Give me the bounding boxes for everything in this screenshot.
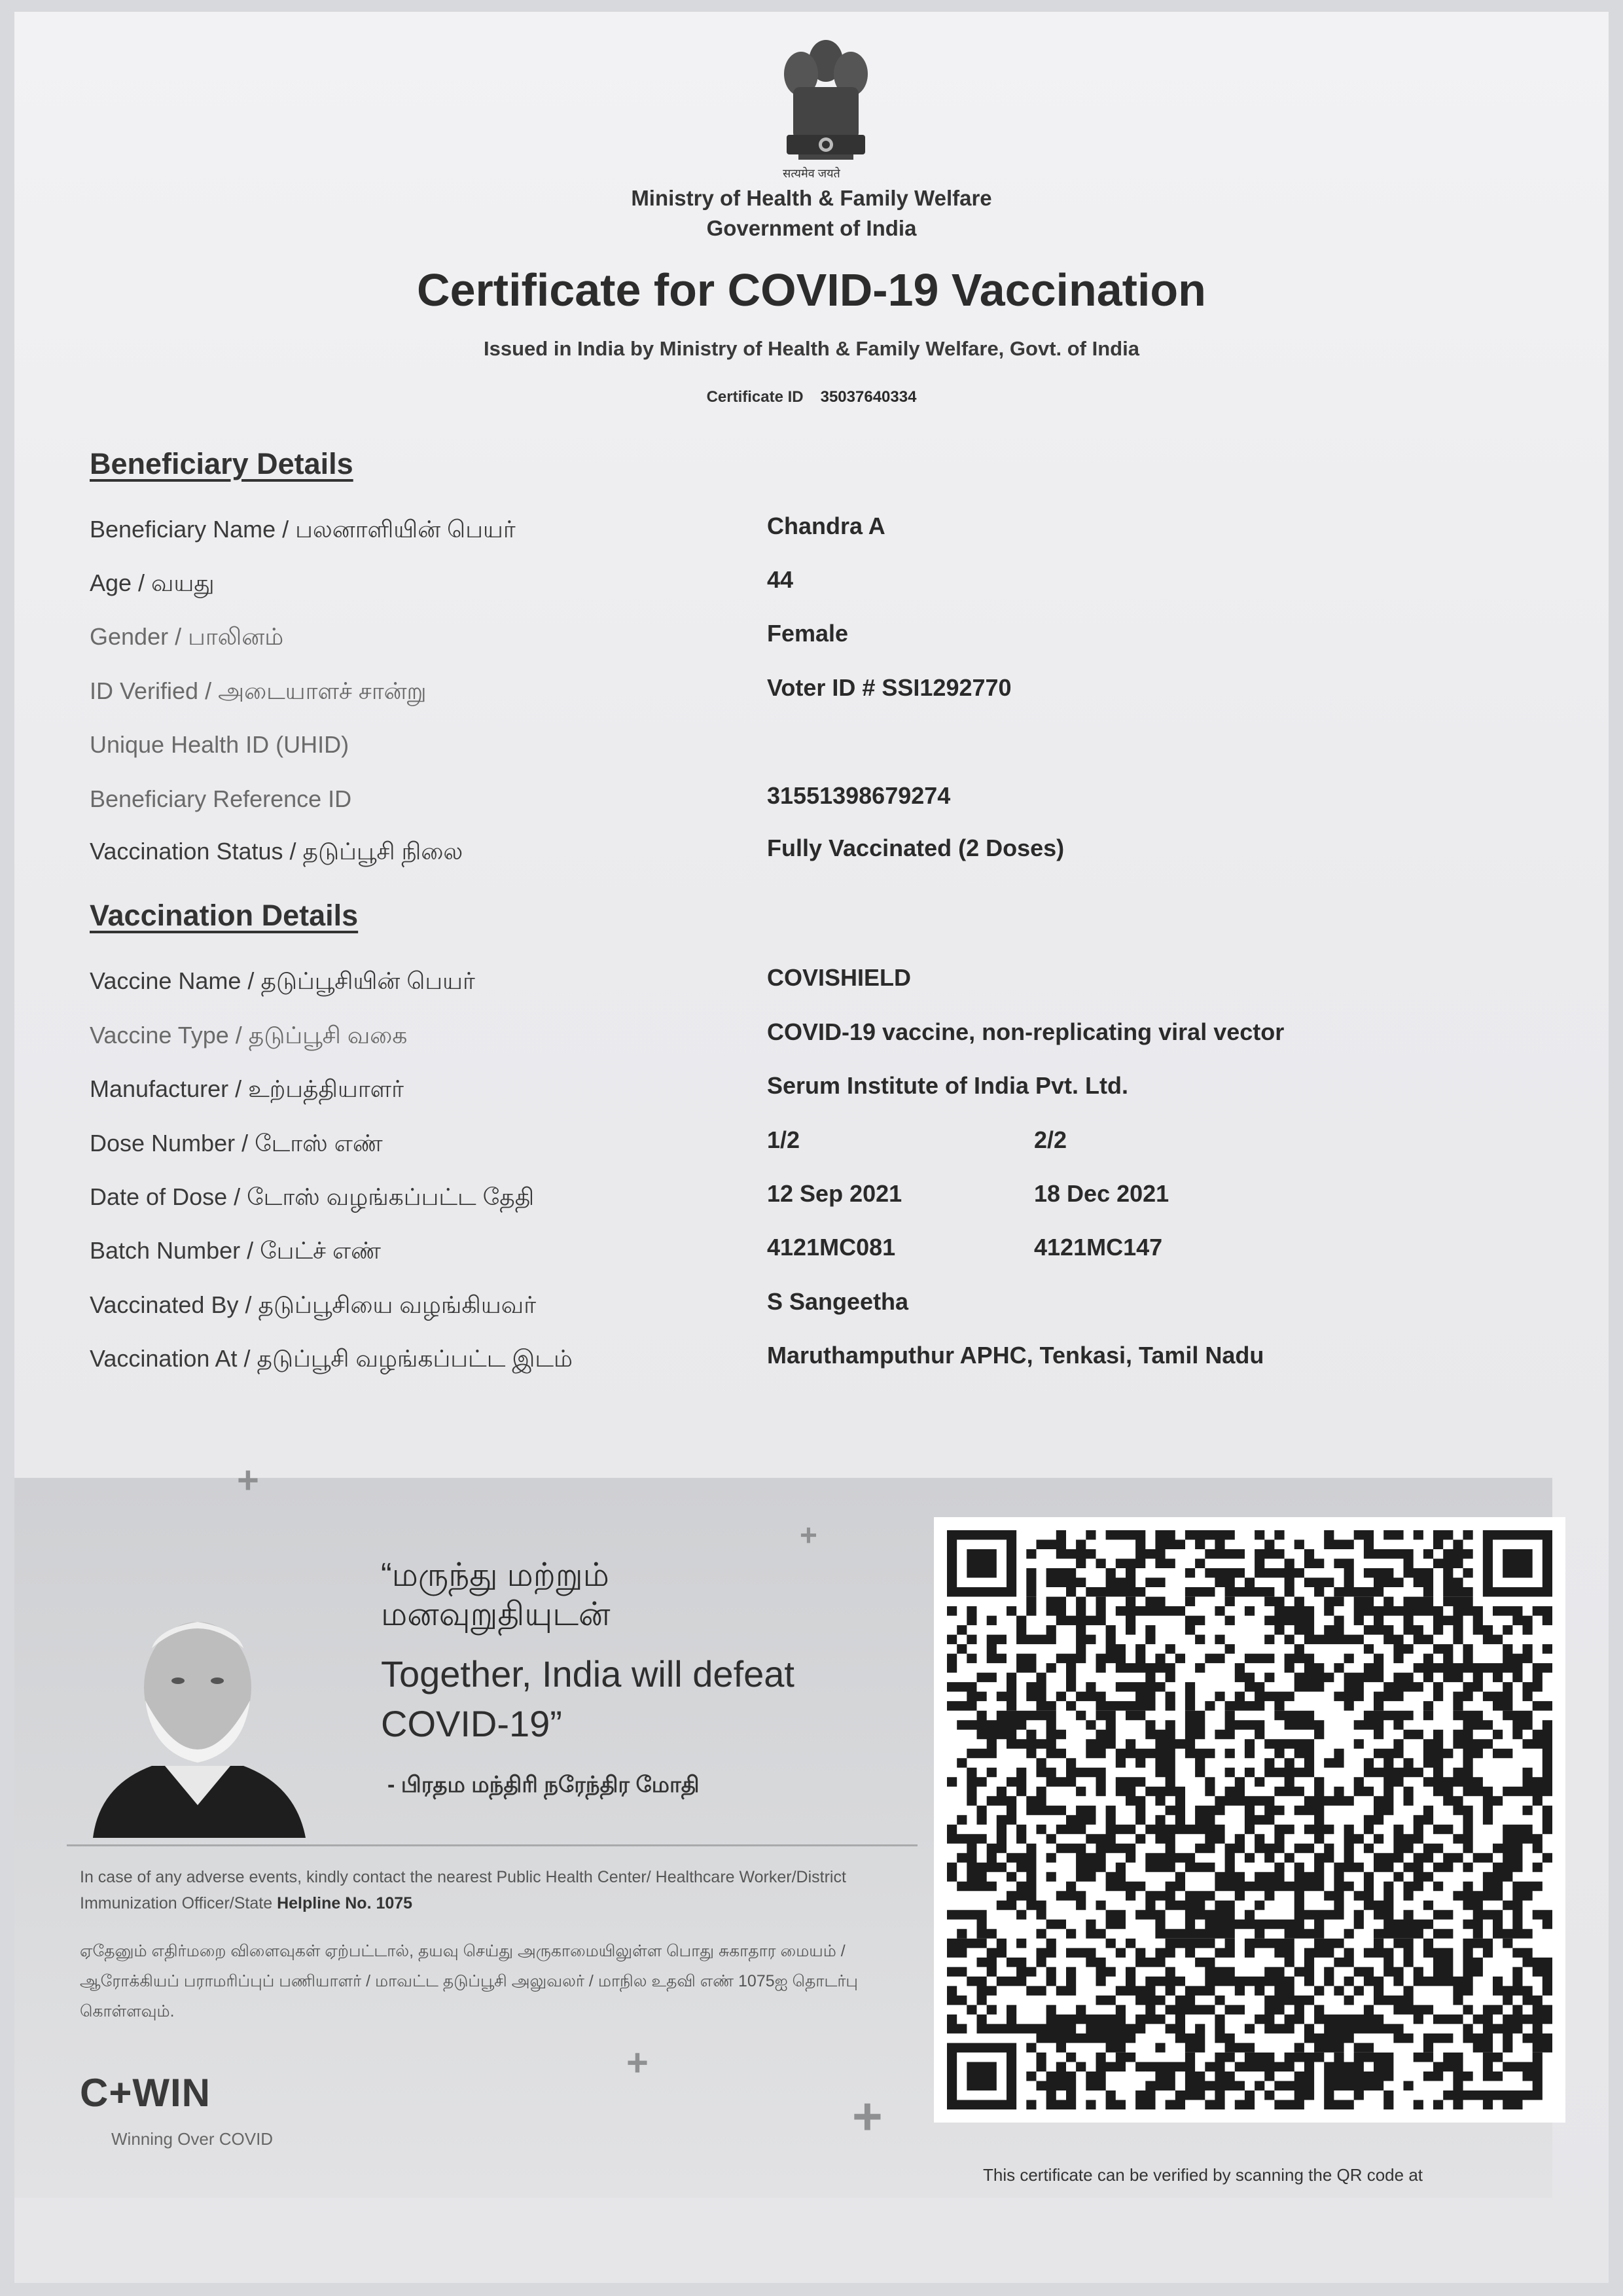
vaccine-name-value: COVISHIELD [767,964,912,991]
beneficiary-name-label: Beneficiary Name / பலனாளியின் பெயர் [90,516,516,543]
emblem-motto: सत्यमेव जयते [783,167,840,180]
batch-number-2: 4121MC147 [1034,1234,1163,1261]
age-value: 44 [767,566,794,593]
cowin-tagline: Winning Over COVID [111,2129,274,2149]
batch-number-1: 4121MC081 [767,1234,896,1261]
batch-number-label: Batch Number / பேட்ச் எண் [90,1237,381,1264]
ministry-line-1: Ministry of Health & Family Welfare [631,186,992,210]
dose-number-1: 1/2 [767,1126,800,1153]
certificate-title: Certificate for COVID-19 Vaccination [417,264,1206,315]
plus-decoration-icon: + [626,2041,649,2084]
footer-band [14,1459,1552,2198]
adverse-events-text: In case of any adverse events, kindly contact the nearest Public Health Center/ Healthcare Worker/District Immunization Officer/State [80,1868,846,1912]
portrait-image [80,1589,315,1838]
certificate-id [14,388,1609,406]
vaccinated-by-label: Vaccinated By / தடுப்பூசியை வழங்கியவர் [90,1291,536,1318]
vaccine-type-label: Vaccine Type / தடுப்பூசி வகை [90,1022,408,1049]
plus-decoration-icon: + [852,2087,883,2145]
qr-code-icon [947,1530,1552,2109]
vaccine-type-value: COVID-19 vaccine, non-replicating viral vector [767,1018,1285,1045]
vaccinated-by-value: S Sangeetha [767,1288,909,1315]
id-verified-label: ID Verified / அடையாளச் சான்று [90,677,427,704]
manufacturer-value: Serum Institute of India Pvt. Ltd. [767,1072,1129,1099]
adverse-events-english [80,1864,918,1916]
certificate-page [14,12,1609,2283]
plus-decoration-icon: + [237,1459,259,1501]
ministry-name [14,183,1609,243]
vaccination-details-heading: Vaccination Details [90,899,359,932]
beneficiary-name-value: Chandra A [767,512,885,539]
quote-english: Together, India will defeat COVID-19” [381,1653,794,1744]
reference-id-label: Beneficiary Reference ID [90,785,352,812]
date-of-dose-label: Date of Dose / டோஸ் வழங்கப்பட்ட தேதி [90,1183,535,1210]
gender-value: Female [767,620,849,647]
dose-number-label: Dose Number / டோஸ் எண் [90,1130,383,1157]
certificate-id-label: Certificate ID [706,388,804,406]
quote-tamil-line-2: மனவுறுதியுடன் [381,1596,611,1632]
uhid-label: Unique Health ID (UHID) [90,731,349,758]
date-of-dose-2: 18 Dec 2021 [1034,1180,1169,1207]
vaccination-status-value: Fully Vaccinated (2 Doses) [767,834,1065,861]
age-label: Age / வயது [90,569,215,596]
adverse-events-tamil: ஏதேனும் எதிர்மறை விளைவுகள் ஏற்பட்டால், தயவு செய்து அருகாமையிலுள்ள பொது சுகாதார மையம் / ஆரோக்கியப் பராமரிப்புப் பணியாளர் / மாவட்ட தடுப்பூசி அலுவலர் / மாநில உதவி எண் 1075ஐ தொடர்பு கொள்ளவும். [80,1942,859,2020]
verify-note: This certificate can be verified by scanning the QR code at [983,2165,1423,2185]
dose-number-2: 2/2 [1034,1126,1067,1153]
cowin-logo: C+WIN [80,2071,211,2115]
id-verified-value: Voter ID # SSI1292770 [767,674,1012,701]
gender-label: Gender / பாலினம் [90,623,284,650]
plus-decoration-icon: + [800,1518,817,1552]
vaccinated-at-value: Maruthamputhur APHC, Tenkasi, Tamil Nadu [767,1342,1264,1369]
beneficiary-details-heading: Beneficiary Details [90,447,353,480]
ministry-line-2: Government of India [706,216,917,240]
quote-tamil-line-1: “மருந்து மற்றும் [381,1556,609,1593]
quote-attribution: - பிரதம மந்திரி நரேந்திர மோதி [387,1772,700,1797]
helpline-number: Helpline No. 1075 [277,1894,413,1912]
quote-tamil [381,1555,611,1634]
date-of-dose-1: 12 Sep 2021 [767,1180,902,1207]
vaccine-name-label: Vaccine Name / தடுப்பூசியின் பெயர் [90,967,475,994]
qr-code-frame [934,1517,1565,2123]
manufacturer-label: Manufacturer / உற்பத்தியாளர் [90,1075,404,1102]
reference-id-value: 31551398679274 [767,782,951,809]
footer-divider [67,1844,918,1846]
certificate-id-value: 35037640334 [820,388,917,406]
vaccinated-at-label: Vaccination At / தடுப்பூசி வழங்கப்பட்ட இடம் [90,1345,573,1372]
vaccination-status-label: Vaccination Status / தடுப்பூசி நிலை [90,838,463,865]
issued-by: Issued in India by Ministry of Health & Family Welfare, Govt. of India [484,337,1139,360]
